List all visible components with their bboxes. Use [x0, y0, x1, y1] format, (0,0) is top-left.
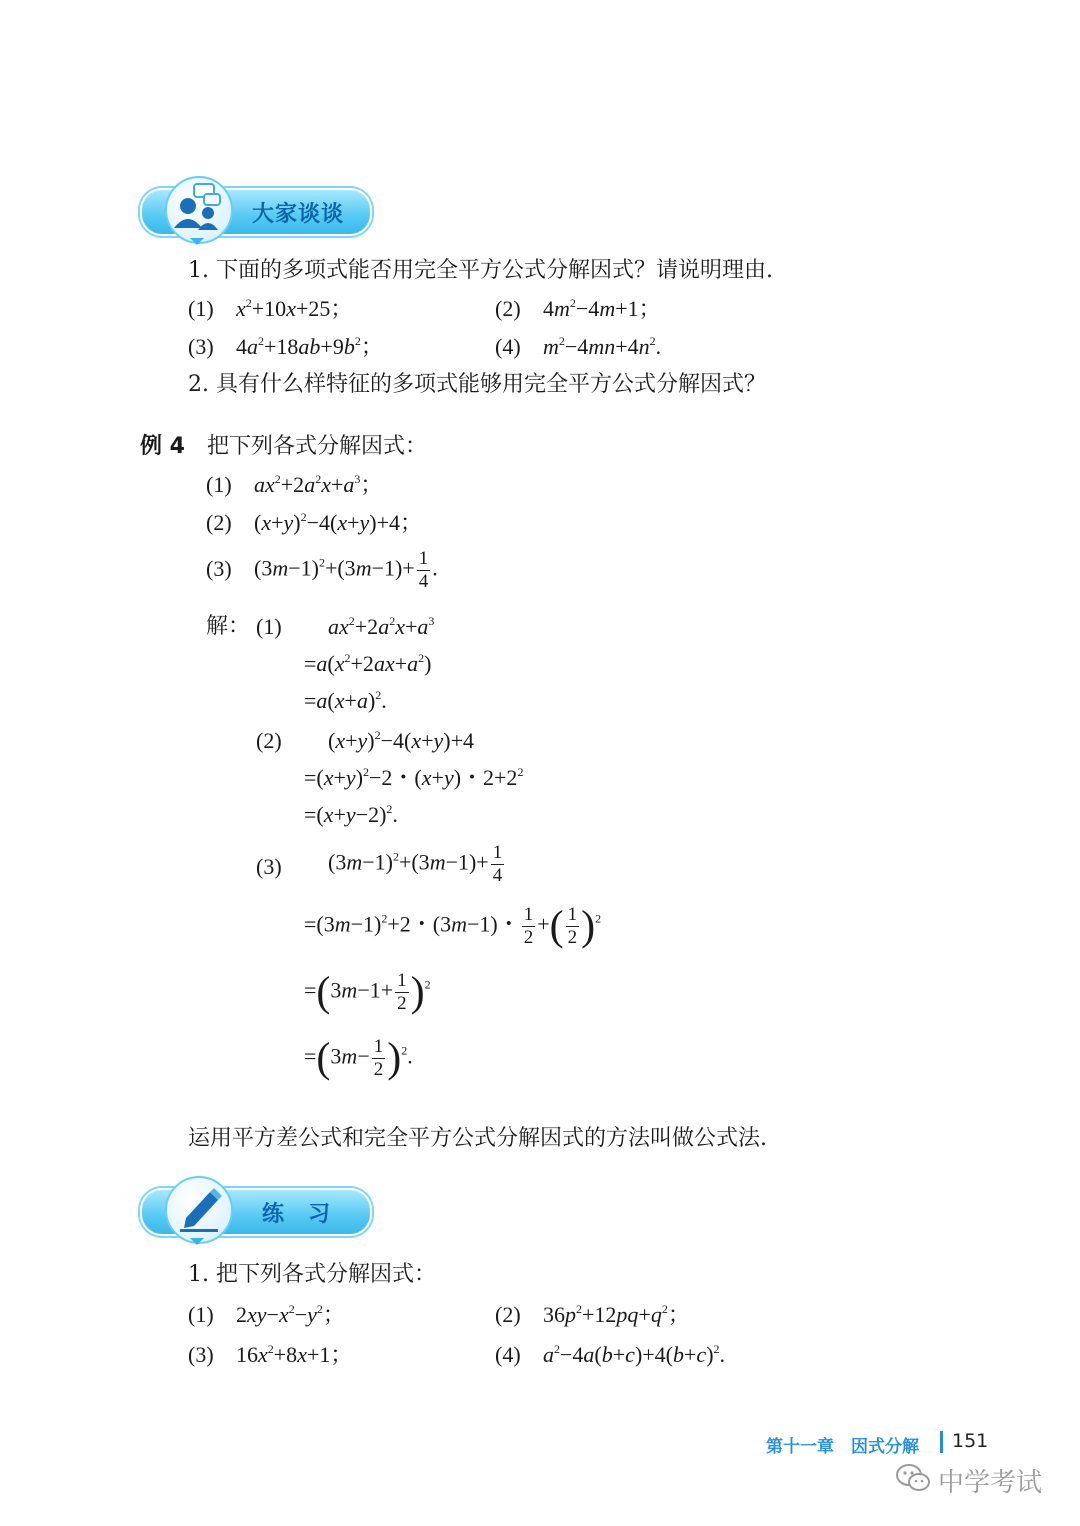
- practice-item-2: (2) $36p^2+12pq+q^2$；: [495, 1300, 690, 1330]
- practice-item-1: (1) $2xy-x^2-y^2$；: [188, 1300, 345, 1330]
- solution-1-line-1: $ax^2+2a^2x+a^3$: [328, 614, 435, 639]
- discuss-banner-pointer: [190, 238, 204, 245]
- solution-part-label-2: (2): [256, 728, 282, 753]
- discuss-item-2: (2) $4m^2-4m+1$；: [495, 294, 661, 324]
- page-number: 151: [952, 1430, 989, 1452]
- discuss-item-4: (4) $m^2-4mn+4n^2$.: [495, 332, 661, 362]
- practice-banner-title: 练 习: [262, 1202, 332, 1227]
- item-label: (2): [495, 1302, 521, 1327]
- people-chat-icon: [168, 180, 228, 236]
- item-label: (4): [495, 1342, 521, 1367]
- item-label: (2): [495, 296, 521, 321]
- item-label: (4): [495, 334, 521, 359]
- example-item-3: (3) $(3m-1)^2+(3m-1)+$ $\frac{1}{4}$ .: [206, 548, 438, 592]
- example-label: 例 4: [140, 434, 185, 459]
- practice-item-4: (4) $a^2-4a(b+c)+4(b+c)^2$.: [495, 1340, 725, 1370]
- discuss-banner-title: 大家谈谈: [252, 202, 345, 227]
- solution-3-line-2: $=(3m-1)^2+2$・(3m−1)・ $\frac{1}{2}$ +( $\frac{1}{2}$ )$^2$: [304, 903, 602, 950]
- solution-2-line-1: $(x+y)^2-4(x+y)+4$: [328, 728, 475, 753]
- example-item-2: (2) $(x+y)^2-4(x+y)+4$；: [206, 508, 422, 538]
- item-label: (1): [206, 472, 232, 497]
- discuss-item-3: (3) $4a^2+18ab+9b^2$；: [188, 332, 383, 362]
- discuss-question-1: 1. 下面的多项式能否用完全平方公式分解因式？请说明理由.: [188, 258, 773, 283]
- item-label: (1): [188, 1302, 214, 1327]
- solution-part-label-1: (1): [256, 614, 282, 639]
- watermark-text: 中学考试: [938, 1468, 1043, 1498]
- solution-2-line-3: $=(x+y-2)^2$.: [304, 802, 398, 827]
- solution-1-line-3: $=a(x+a)^2$.: [304, 688, 387, 713]
- discuss-question-2: 2. 具有什么样特征的多项式能够用完全平方公式分解因式？: [188, 372, 766, 397]
- solution-1-line-2: $=a(x^2+2ax+a^2)$: [304, 651, 432, 676]
- solution-3-line-3: =(3m−1+ $\frac{1}{2}$ )$^2$: [304, 969, 431, 1016]
- item-label: (3): [188, 1342, 214, 1367]
- item-label: (1): [188, 296, 214, 321]
- solution-3-line-1: $(3m-1)^2+(3m-1)+$ $\frac{1}{4}$: [328, 842, 503, 886]
- example-heading: [140, 432, 427, 462]
- solution-label: 解：: [206, 614, 251, 639]
- item-label: (3): [206, 555, 232, 581]
- item-label: (2): [206, 510, 232, 535]
- footer-chapter: 第十一章 因式分解: [766, 1437, 919, 1457]
- solution-2-line-2: $=(x+y)^2-2$・(x+y)・$2+2^2$: [304, 765, 524, 790]
- example-prompt: 把下列各式分解因式：: [206, 434, 427, 459]
- method-summary: 运用平方差公式和完全平方公式分解因式的方法叫做公式法.: [188, 1126, 767, 1151]
- item-label: (3): [188, 334, 214, 359]
- pencil-icon: [172, 1182, 228, 1234]
- practice-banner-pointer: [190, 1238, 204, 1245]
- footer-divider: [940, 1431, 943, 1453]
- wechat-icon: [895, 1462, 931, 1494]
- solution-3-line-4: =(3m− $\frac{1}{2}$ )$^2$.: [304, 1035, 413, 1082]
- practice-item-3: (3) $16x^2+8x+1$；: [188, 1340, 352, 1370]
- example-item-1: (1) $ax^2+2a^2x+a^3$；: [206, 470, 382, 500]
- discuss-item-1: (1) $x^2+10x+25$；: [188, 294, 352, 324]
- solution-part-label-3: (3): [256, 854, 282, 879]
- practice-question-1: 1. 把下列各式分解因式：: [188, 1262, 436, 1287]
